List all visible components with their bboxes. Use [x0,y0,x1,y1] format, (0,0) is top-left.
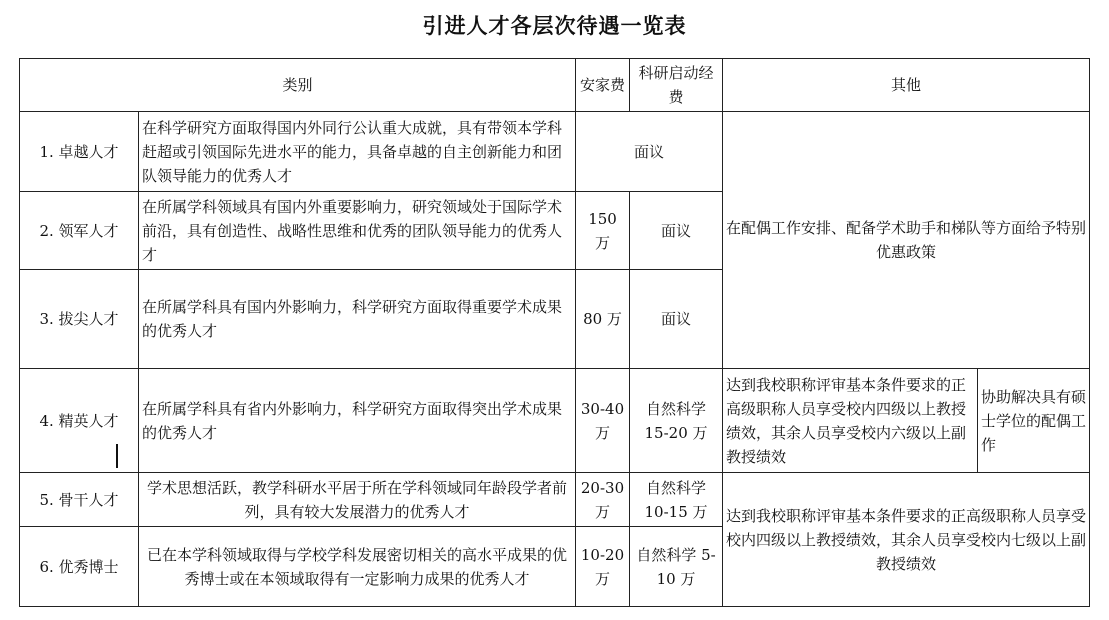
row-name: 2. 领军人才 [20,192,139,270]
row-name: 4. 精英人才 [20,369,139,473]
header-category: 类别 [20,59,576,112]
other-jingying-performance: 达到我校职称评审基本条件要求的正高级职称人员享受校内四级以上教授绩效，其余人员享受校内六级以上副教授绩效 [723,369,978,473]
benefits-table [19,58,1090,607]
row-settlement: 20-30 万 [576,473,630,527]
row-settlement: 150 万 [576,192,630,270]
header-other: 其他 [723,59,1090,112]
row-desc: 在所属学科领域具有国内外重要影响力，研究领域处于国际学术前沿，具有创造性、战略性思维和优秀的团队领导能力的优秀人才 [139,192,576,270]
row-desc: 已在本学科领域取得与学校学科发展密切相关的高水平成果的优秀博士或在本领域取得有一定影响力成果的优秀人才 [139,527,576,607]
other-jingying-spouse: 协助解决具有硕士学位的配偶工作 [978,369,1090,473]
table-row [20,473,1090,527]
text-cursor [116,444,118,468]
row-desc: 在所属学科具有国内外影响力，科学研究方面取得重要学术成果的优秀人才 [139,270,576,369]
row-negotiable: 面议 [576,112,723,192]
row-desc: 在科学研究方面取得国内外同行公认重大成就，具有带领本学科赶超或引领国际先进水平的能力，具备卓越的自主创新能力和团队领导能力的优秀人才 [139,112,576,192]
row-research: 自然科学 5-10 万 [630,527,723,607]
row-name: 6. 优秀博士 [20,527,139,607]
row-research: 自然科学 10-15 万 [630,473,723,527]
page-title: 引进人才各层次待遇一览表 [422,13,687,38]
row-settlement: 30-40 万 [576,369,630,473]
row-settlement: 10-20 万 [576,527,630,607]
row-name: 5. 骨干人才 [20,473,139,527]
row-research: 面议 [630,270,723,369]
other-bottom: 达到我校职称评审基本条件要求的正高级职称人员享受校内四级以上教授绩效，其余人员享受校内七级以上副教授绩效 [723,473,1090,607]
row-settlement: 80 万 [576,270,630,369]
table-row [20,112,1090,192]
header-research: 科研启动经费 [630,59,723,112]
other-top: 在配偶工作安排、配备学术助手和梯队等方面给予特别优惠政策 [723,112,1090,369]
row-research: 自然科学 15-20 万 [630,369,723,473]
row-name: 3. 拔尖人才 [20,270,139,369]
row-research: 面议 [630,192,723,270]
row-desc: 在所属学科具有省内外影响力，科学研究方面取得突出学术成果的优秀人才 [139,369,576,473]
table-row [20,369,1090,473]
row-desc: 学术思想活跃，教学科研水平居于所在学科领域同年龄段学者前列，具有较大发展潜力的优秀人才 [139,473,576,527]
header-row [20,59,1090,112]
header-settlement: 安家费 [576,59,630,112]
row-name: 1. 卓越人才 [20,112,139,192]
